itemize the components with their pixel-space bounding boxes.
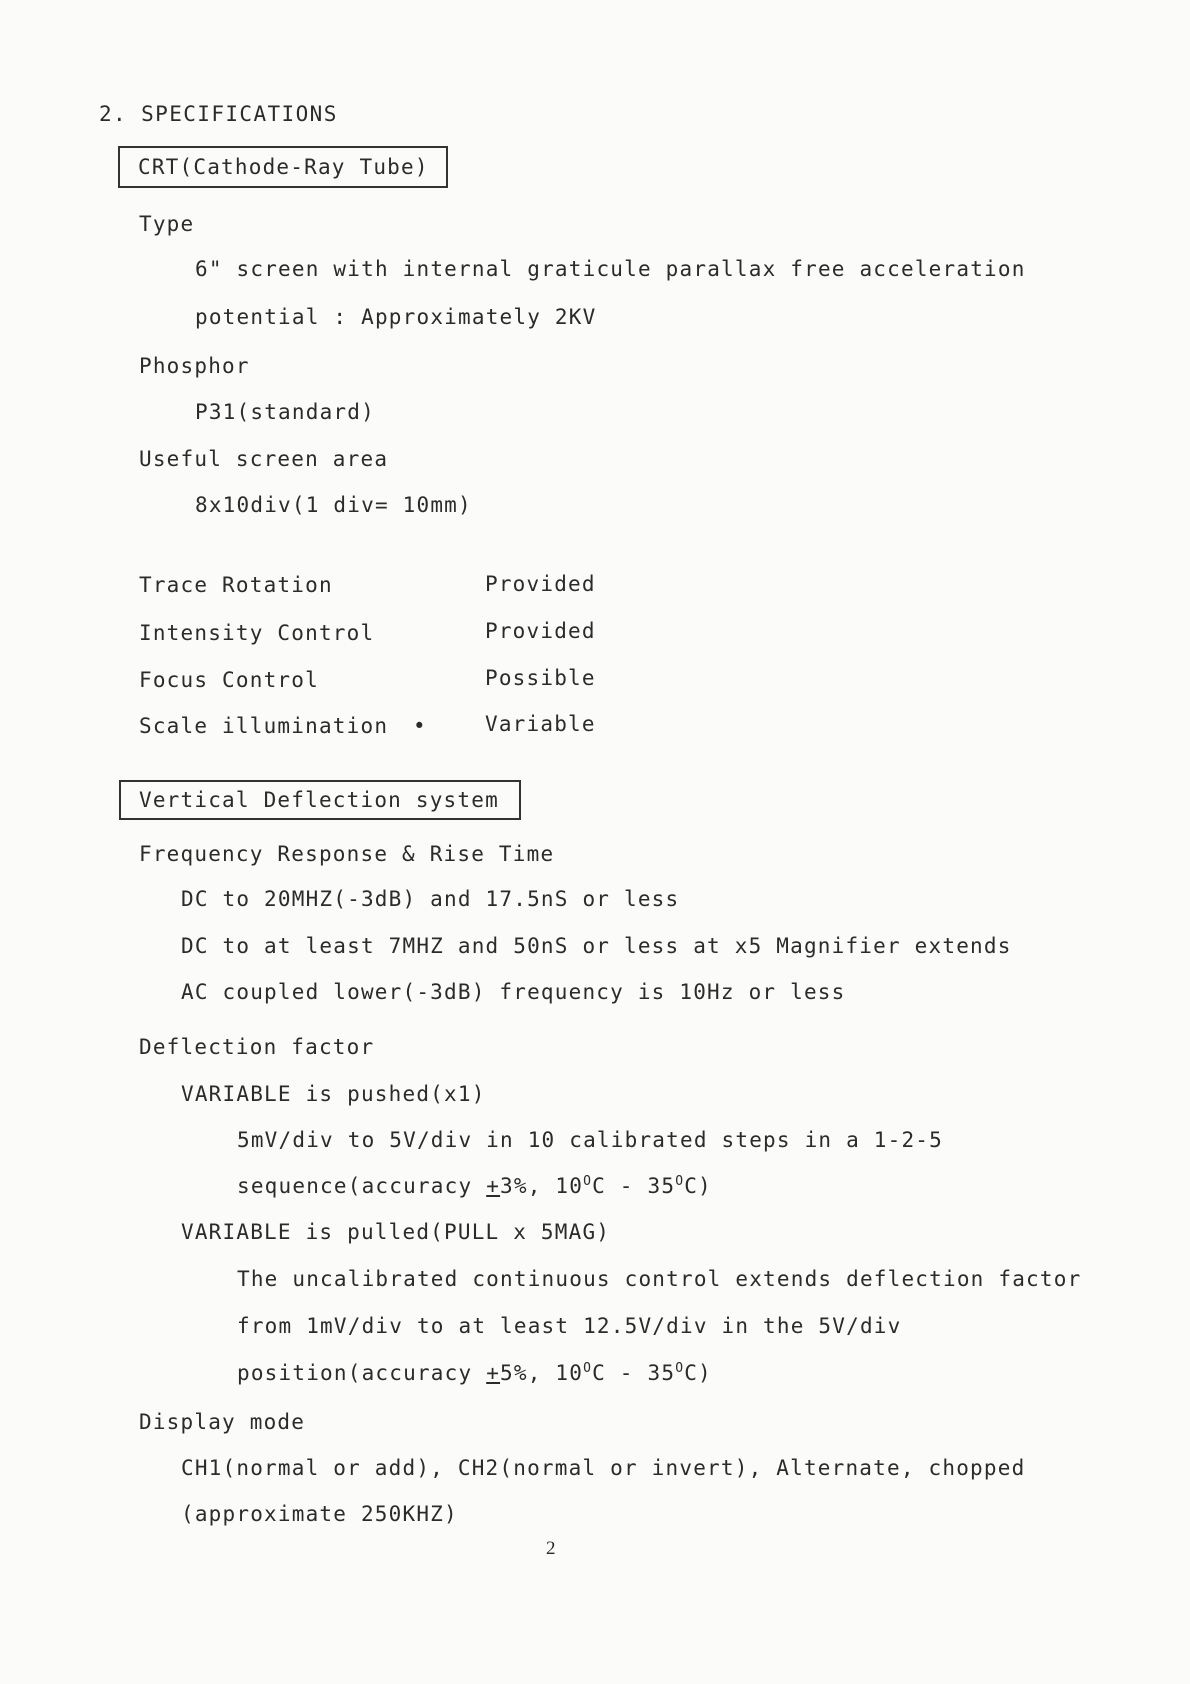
freq-response-label: Frequency Response & Rise Time: [139, 842, 555, 866]
pushed-line-1: 5mV/div to 5V/div in 10 calibrated steps in a 1-2-5: [237, 1128, 943, 1152]
pulled-line-2: from 1mV/div to at least 12.5V/div in the 5V/div: [237, 1314, 902, 1338]
phosphor-value: P31(standard): [195, 400, 375, 424]
bullet-mark: •: [413, 714, 427, 738]
display-line-2: (approximate 250KHZ): [181, 1502, 458, 1526]
degree-mark: O: [675, 1174, 685, 1189]
plus-minus-sign: +: [486, 1361, 501, 1385]
pulled-line-3-a: position(accuracy: [237, 1361, 487, 1385]
degree-mark: O: [675, 1361, 685, 1376]
pulled-line-3-c: C - 35: [592, 1361, 676, 1385]
pushed-line-2: [237, 1176, 712, 1197]
type-line-2: potential : Approximately 2KV: [195, 305, 597, 329]
vertical-title-box: [119, 780, 521, 820]
screen-area-label: Useful screen area: [139, 447, 389, 471]
type-line-1: 6" screen with internal graticule parallax free acceleration: [195, 257, 1026, 281]
page-number: 2: [546, 1538, 556, 1559]
focus-control-value: Possible: [485, 666, 596, 690]
crt-title-box: [118, 146, 448, 188]
degree-mark: O: [583, 1361, 593, 1376]
scale-illumination-label: Scale illumination: [139, 714, 389, 738]
pulled-line-1: The uncalibrated continuous control extends deflection factor: [237, 1267, 1082, 1291]
section-heading: 2. SPECIFICATIONS: [99, 102, 338, 126]
freq-line-1: DC to 20MHZ(-3dB) and 17.5nS or less: [181, 887, 680, 911]
intensity-control-label: Intensity Control: [139, 621, 375, 645]
pushed-line-2-a: sequence(accuracy: [237, 1174, 487, 1198]
variable-pulled-label: VARIABLE is pulled(PULL x 5MAG): [181, 1220, 611, 1244]
pushed-line-2-b: 3%, 10: [500, 1174, 584, 1198]
trace-rotation-value: Provided: [485, 572, 596, 596]
screen-area-value: 8x10div(1 div= 10mm): [195, 493, 472, 517]
variable-pushed-label: VARIABLE is pushed(x1): [181, 1082, 486, 1106]
intensity-control-value: Provided: [485, 619, 596, 643]
freq-line-3: AC coupled lower(-3dB) frequency is 10Hz or less: [181, 980, 846, 1004]
display-line-1: CH1(normal or add), CH2(normal or invert), Alternate, chopped: [181, 1456, 1026, 1480]
freq-line-2: DC to at least 7MHZ and 50nS or less at x5 Magnifier extends: [181, 934, 1012, 958]
phosphor-label: Phosphor: [139, 354, 250, 378]
degree-mark: O: [583, 1174, 593, 1189]
pushed-line-2-d: C): [684, 1174, 712, 1198]
focus-control-label: Focus Control: [139, 668, 319, 692]
pulled-line-3: [237, 1363, 712, 1384]
vertical-title: Vertical Deflection system: [139, 788, 499, 812]
scale-illumination-value: Variable: [485, 712, 596, 736]
pushed-line-2-c: C - 35: [592, 1174, 676, 1198]
type-label: Type: [139, 212, 195, 236]
display-mode-label: Display mode: [139, 1410, 306, 1434]
deflection-factor-label: Deflection factor: [139, 1035, 375, 1059]
plus-minus-sign: +: [486, 1174, 501, 1198]
pulled-line-3-d: C): [684, 1361, 712, 1385]
trace-rotation-label: Trace Rotation: [139, 573, 333, 597]
pulled-line-3-b: 5%, 10: [500, 1361, 584, 1385]
crt-title: CRT(Cathode-Ray Tube): [138, 155, 429, 179]
